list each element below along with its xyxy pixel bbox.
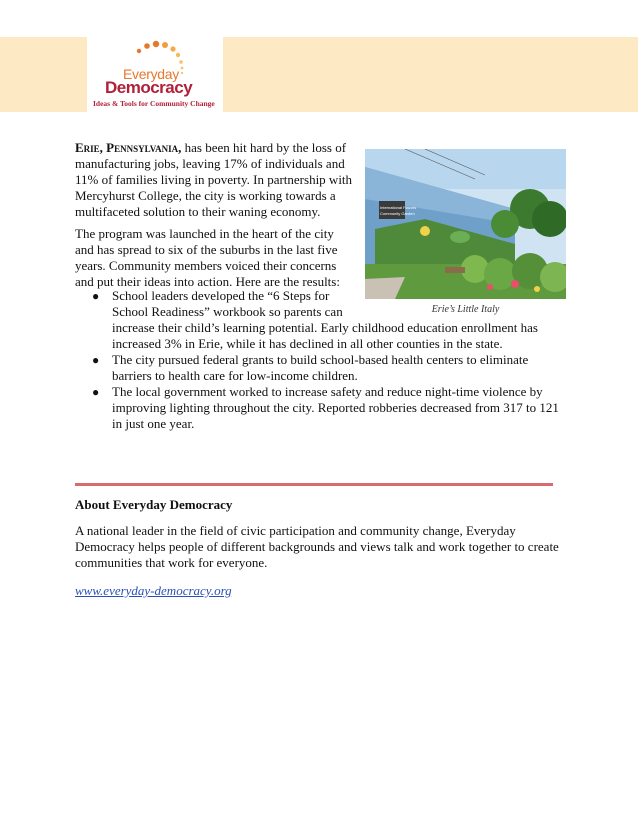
about-heading: About Everyday Democracy <box>75 497 233 512</box>
result-text: The city pursued federal grants to build school-based health centers to eliminate barriers to health care for low-income children. <box>112 352 529 383</box>
list-item <box>90 384 570 432</box>
photo-caption: Erie’s Little Italy <box>431 304 500 315</box>
svg-text:Community Garden: Community Garden <box>380 211 415 216</box>
bullet-icon: ● <box>92 353 100 367</box>
website-link[interactable]: www.everyday-democracy.org <box>75 583 232 598</box>
section-divider <box>75 483 553 486</box>
intro-lead: Erie, Pennsylvania, <box>75 140 182 155</box>
list-item <box>90 288 570 352</box>
list-item <box>90 352 570 384</box>
logo-tagline: Ideas & Tools for Community Change <box>93 99 215 108</box>
result-text: The local government worked to increase safety and reduce night-time violence by improving lighting throughout the city. Reported robberies decreased from 317 to 121 in just one year. <box>112 384 559 431</box>
result-text: School leaders developed the “6 Steps for School Readiness” workbook so parents can increase their child’s learning potential. Early childhood education enrollment has increased 3% in Erie, while it has declined in all other counties in the state. <box>112 288 538 351</box>
mural-sign: International Flavors <box>380 205 417 210</box>
about-body: A national leader in the field of civic participation and community change, Everyday Democracy helps people of different backgrounds and views talk and work together to create communities that work for everyone. <box>75 523 559 570</box>
logo-word-democracy: Democracy <box>105 78 193 97</box>
photo-little-italy <box>365 149 566 299</box>
logo <box>87 37 223 112</box>
intro-p1-text: has been hit hard by the loss of manufacturing jobs, leaving 17% of individuals and 11% of families living in poverty. In partnership with Mercyhurst College, the city is working towards a multifaceted solution to their waning economy. <box>75 140 353 219</box>
intro-paragraph-2: The program was launched in the heart of the city and has spread to six of the suburbs in the last five years. Community members voiced their concerns and put their ideas into action. Here are the results: <box>75 226 340 289</box>
bullet-icon: ● <box>92 385 100 399</box>
photo-spacer <box>355 288 570 320</box>
intro-paragraph-1 <box>75 140 355 220</box>
bullet-icon: ● <box>92 289 100 303</box>
intro-column <box>75 140 355 296</box>
results-list <box>90 288 570 432</box>
logo-word-everyday: Everyday <box>123 66 179 82</box>
